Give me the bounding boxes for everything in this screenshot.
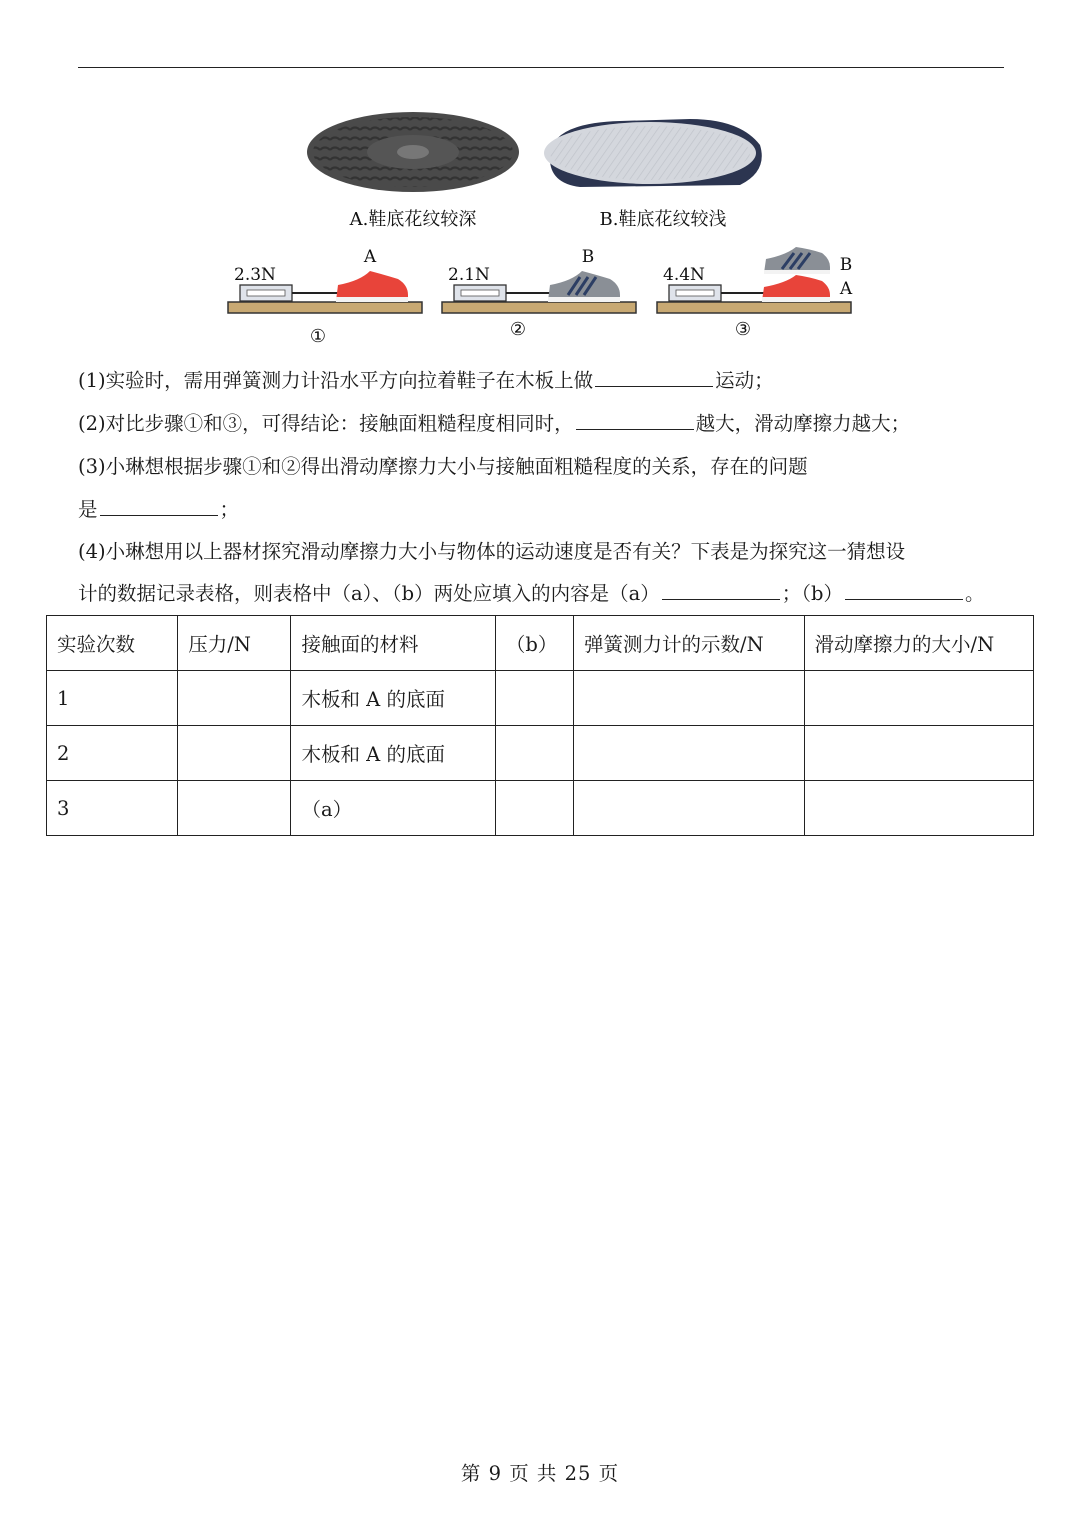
step-label-1: ① — [309, 326, 327, 347]
step-label-2: ② — [509, 319, 527, 340]
table-cell[interactable] — [495, 781, 573, 836]
question-3-cont — [78, 496, 239, 524]
q4-answer-blank-a[interactable] — [662, 580, 780, 600]
spring-scale-icon — [240, 285, 338, 301]
question-4-cont — [78, 580, 985, 608]
table-row — [47, 781, 1034, 836]
table-cell[interactable] — [495, 671, 573, 726]
setup-1 — [228, 247, 422, 347]
q3-answer-blank[interactable] — [100, 496, 218, 516]
table-header-cell: 压力/N — [178, 616, 291, 671]
q2-text: (2)对比步骤①和③，可得结论：接触面粗糙程度相同时， — [78, 412, 574, 435]
table-header-cell: 接触面的材料 — [291, 616, 495, 671]
shoe-label-2: B — [581, 247, 595, 267]
q1-answer-blank[interactable] — [595, 367, 713, 387]
q3-text: (3)小琳想根据步骤①和②得出滑动摩擦力大小与接触面粗糙程度的关系，存在的问题 — [78, 455, 808, 478]
table-cell[interactable] — [574, 726, 804, 781]
table-cell[interactable] — [804, 671, 1034, 726]
force-reading-1: 2.3N — [234, 265, 276, 285]
q4-text: (4)小琳想用以上器材探究滑动摩擦力大小与物体的运动速度是否有关？下表是为探究这一猜想设 — [78, 540, 906, 563]
shoe-label-3-bottom: A — [839, 279, 853, 299]
table-header-cell: 实验次数 — [47, 616, 178, 671]
table-cell[interactable] — [574, 781, 804, 836]
table-row — [47, 726, 1034, 781]
red-shoe-icon — [762, 275, 830, 302]
table-cell[interactable] — [495, 726, 573, 781]
question-1 — [78, 367, 774, 395]
spring-scale-icon — [454, 285, 550, 301]
table-cell[interactable] — [178, 781, 291, 836]
q2-text-end: 越大，滑动摩擦力越大； — [695, 412, 911, 435]
shoe-label-1: A — [363, 247, 377, 267]
shallow-tread-sole-image — [544, 119, 762, 187]
caption-b: B.鞋底花纹较浅 — [599, 209, 727, 230]
table-header-cell: 滑动摩擦力的大小/N — [804, 616, 1034, 671]
experiment-figure — [220, 105, 860, 355]
wooden-board — [228, 302, 422, 313]
step-label-3: ③ — [734, 319, 752, 340]
q3-text-cont: 是 — [78, 498, 98, 521]
setup-3 — [657, 247, 853, 340]
q3-text-end: ； — [219, 498, 240, 521]
table-cell[interactable] — [804, 726, 1034, 781]
gray-shoe-icon — [548, 271, 620, 302]
table-cell: 木板和 A 的底面 — [291, 726, 495, 781]
question-2 — [78, 410, 910, 438]
caption-a: A.鞋底花纹较深 — [349, 209, 477, 230]
table-cell[interactable] — [574, 671, 804, 726]
header-rule — [78, 67, 1004, 68]
wooden-board — [657, 302, 851, 313]
spring-scale-icon — [669, 285, 764, 301]
table-cell[interactable] — [804, 781, 1034, 836]
shoe-label-3-top: B — [839, 255, 853, 275]
table-cell: （a） — [291, 781, 495, 836]
q4-answer-blank-b[interactable] — [845, 580, 963, 600]
q4-text-mid: ；（b） — [781, 582, 843, 605]
table-cell: 1 — [47, 671, 178, 726]
table-cell: 木板和 A 的底面 — [291, 671, 495, 726]
page-footer: 第 9 页 共 25 页 — [460, 1462, 620, 1485]
table-header-cell: 弹簧测力计的示数/N — [574, 616, 804, 671]
question-4 — [78, 538, 905, 566]
q1-text: (1)实验时，需用弹簧测力计沿水平方向拉着鞋子在木板上做 — [78, 369, 594, 392]
table-row — [47, 671, 1034, 726]
q2-answer-blank[interactable] — [576, 410, 694, 430]
setup-2 — [442, 247, 636, 340]
table-cell: 2 — [47, 726, 178, 781]
data-record-table — [46, 615, 1034, 836]
table-cell[interactable] — [178, 726, 291, 781]
red-shoe-icon — [336, 271, 408, 302]
table-header-row — [47, 616, 1034, 671]
gray-shoe-icon — [764, 247, 830, 274]
question-3 — [78, 453, 808, 481]
table-cell: 3 — [47, 781, 178, 836]
deep-tread-sole-image — [307, 112, 519, 192]
force-reading-3: 4.4N — [663, 265, 705, 285]
table-header-cell: （b） — [495, 616, 573, 671]
force-reading-2: 2.1N — [448, 265, 490, 285]
q4-text-cont: 计的数据记录表格，则表格中（a）、（b）两处应填入的内容是（a） — [78, 582, 660, 605]
table-cell[interactable] — [178, 671, 291, 726]
q1-text-end: 运动； — [715, 369, 774, 392]
q4-text-end: 。 — [964, 582, 985, 605]
wooden-board — [442, 302, 636, 313]
